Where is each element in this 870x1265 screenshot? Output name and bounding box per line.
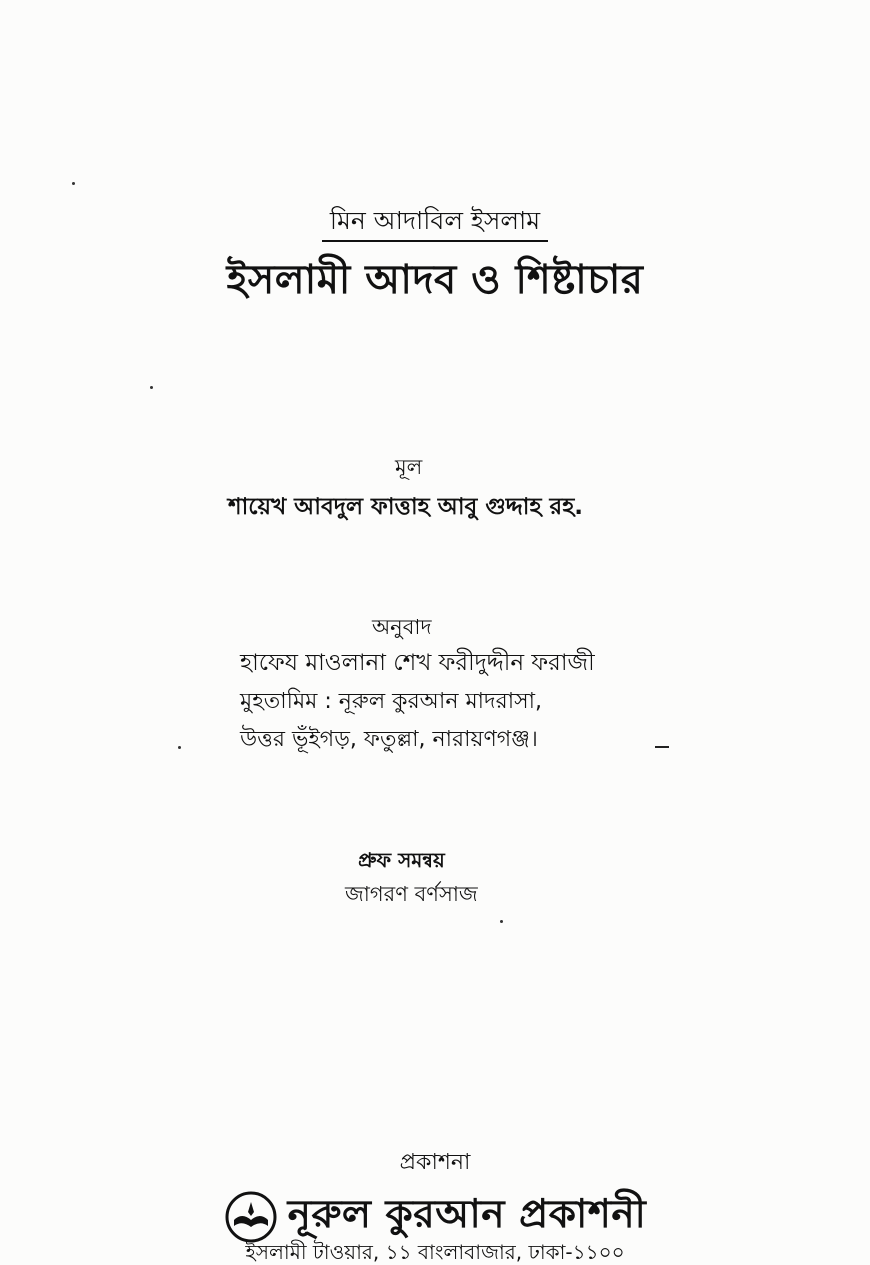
publisher-label: প্রকাশনা [399, 1150, 471, 1175]
book-subtitle-text: মিন আদাবিল ইসলাম [322, 204, 548, 242]
original-label: মূল [395, 455, 423, 479]
translator-name: হাফেয মাওলানা শেখ ফরীদুদ্দীন ফরাজী [240, 650, 595, 676]
translator-place: উত্তর ভূঁইগড়, ফতুল্লা, নারায়ণগঞ্জ। [240, 727, 538, 752]
print-speck [500, 920, 503, 923]
print-dash [655, 746, 669, 748]
publisher-name: নূরুল কুরআন প্রকাশনী [287, 1192, 647, 1237]
open-book-logo-icon [224, 1190, 278, 1244]
translator-role: মুহতামিম : নূরুল কুরআন মাদরাসা, [240, 689, 543, 714]
proof-value: জাগরণ বর্ণসাজ [345, 882, 478, 906]
book-subtitle [0, 204, 870, 242]
translation-label: অনুবাদ [372, 615, 432, 639]
author-name: শায়েখ আবদুল ফাত্তাহ আবু গুদ্দাহ রহ. [228, 494, 584, 520]
print-speck [72, 182, 75, 185]
proof-label: প্রুফ সমন্বয় [358, 848, 445, 872]
print-speck [150, 386, 153, 389]
print-speck [178, 746, 181, 749]
publisher-address: ইসলামী টাওয়ার, ১১ বাংলাবাজার, ঢাকা-১১০০ [245, 1240, 625, 1264]
book-title: ইসলামী আদব ও শিষ্টাচার [226, 257, 644, 303]
